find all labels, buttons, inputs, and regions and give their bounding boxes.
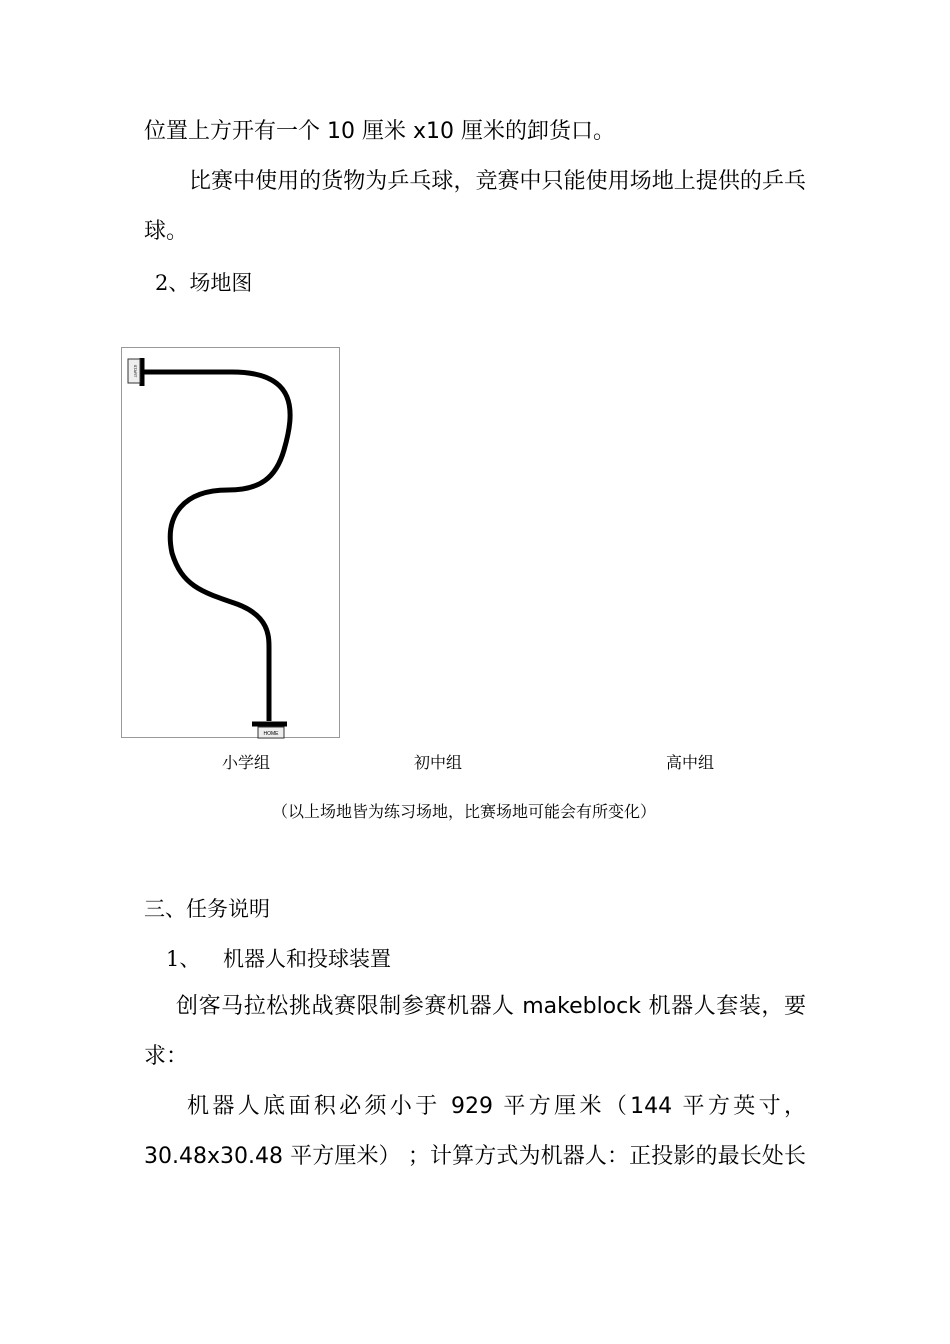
field-map — [121, 347, 340, 738]
section-3-para-1-line-2: 求： — [144, 1044, 189, 1069]
paragraph-1-line-1: 位置上方开有一个 10 厘米 x10 厘米的卸货口。 — [144, 119, 615, 144]
section-3-heading: 三、任务说明 — [144, 897, 270, 921]
section-3-para-2-line-2: 30.48x30.48 平方厘米） ；计算方式为机器人：正投影的最长处长 — [144, 1144, 806, 1169]
section-3-sub-title: 机器人和投球装置 — [223, 947, 391, 971]
paragraph-2-line-1: 比赛中使用的货物为乒乓球，竞赛中只能使用场地上提供的乒乓 — [189, 169, 806, 194]
caption-senior-high: 高中组 — [666, 753, 715, 772]
home-zone-label: HOME — [263, 731, 279, 737]
caption-practice-note: （以上场地皆为练习场地，比赛场地可能会有所变化） — [272, 802, 657, 821]
section-3-sub-number: 1、 — [166, 947, 201, 971]
start-zone-label: START — [133, 364, 138, 378]
caption-junior-high: 初中组 — [414, 753, 463, 772]
caption-primary-school: 小学组 — [222, 753, 271, 772]
black-track-line — [144, 372, 290, 721]
section-3-para-1-line-1: 创客马拉松挑战赛限制参赛机器人 makeblock 机器人套装，要 — [176, 994, 806, 1019]
track-diagram — [122, 348, 341, 739]
paragraph-2-line-2: 球。 — [144, 219, 189, 244]
section-3-para-2-line-1: 机器人底面积必须小于 929 平方厘米（144 平方英寸， — [187, 1094, 806, 1119]
section-2-heading: 2、场地图 — [155, 271, 253, 295]
